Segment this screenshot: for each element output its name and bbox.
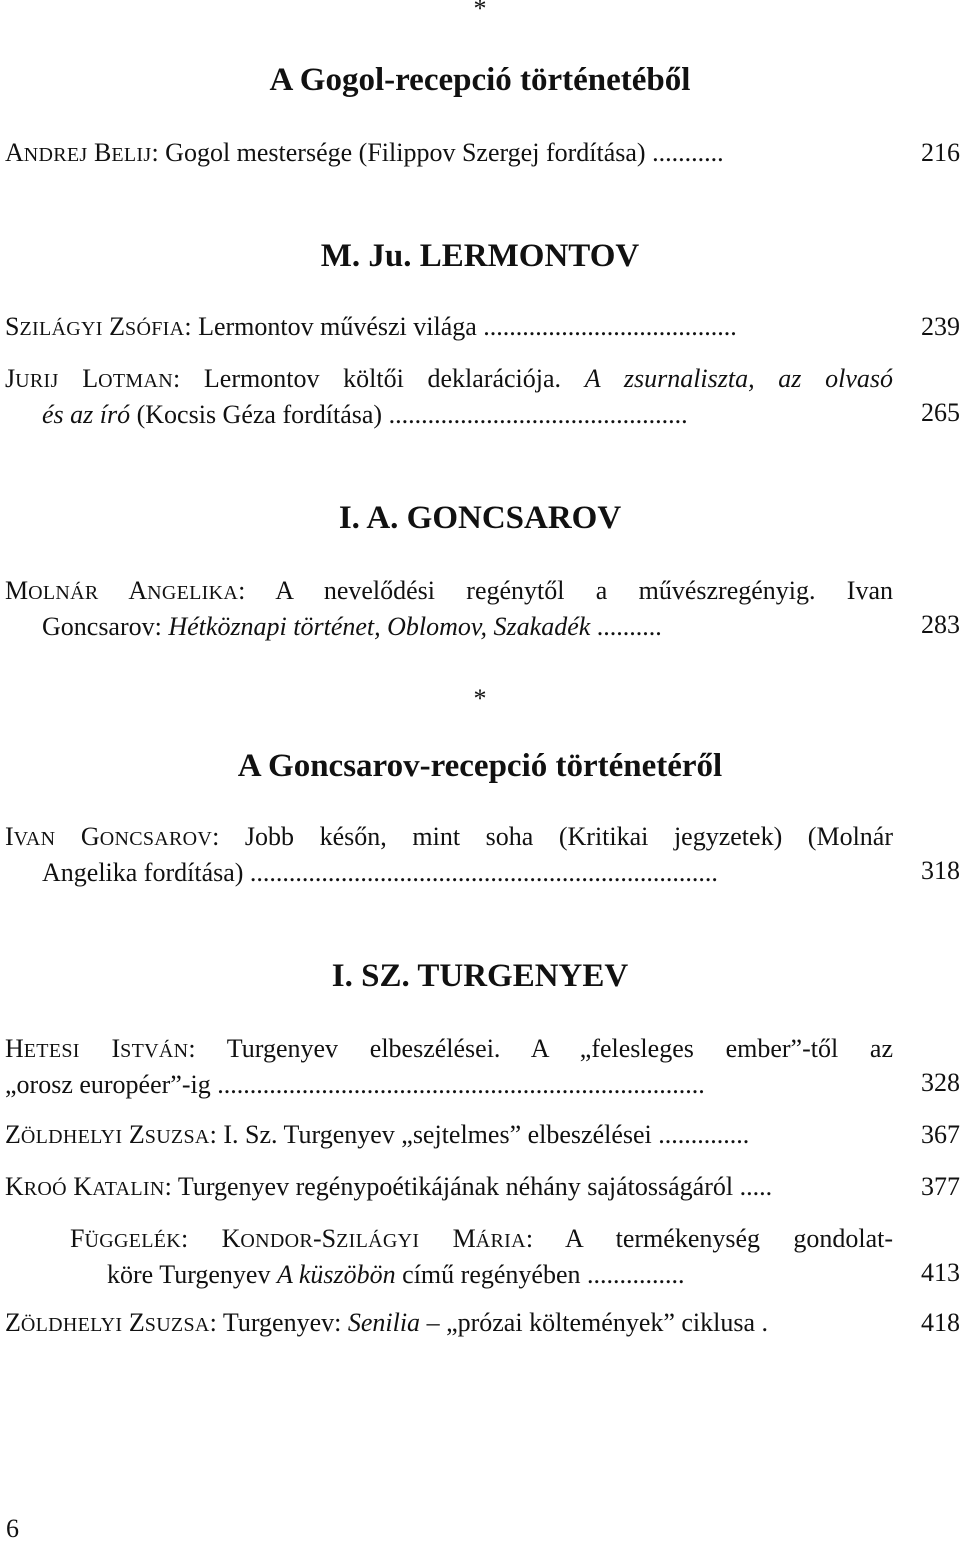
section-heading-turgenyev: I. SZ. TURGENYEV [331, 958, 629, 994]
toc-entry-line: ZÖLDHELYI ZSUZSA: Turgenyev: Senilia – „prózai költemények” ciklusa . [5, 1308, 769, 1337]
section-heading-gogol-reception: A Gogol-recepció történetéből [269, 62, 691, 98]
page-number: 265 [921, 398, 960, 427]
toc-entry-line: „orosz européer”-ig ........................................................................... [5, 1070, 705, 1099]
toc-entry-line: Goncsarov: Hétköznapi történet, Oblomov, Szakadék .......... [42, 612, 662, 641]
toc-entry-zoldhelyi-2[interactable] [0, 1306, 960, 1340]
toc-entry-lotman[interactable] [0, 362, 960, 430]
page-footer-number: 6 [6, 1514, 19, 1543]
toc-entry-line: köre Turgenyev A küszöbön című regényében ............... [107, 1260, 685, 1289]
toc-entry-line: MOLNÁR ANGELIKA: A nevelődési regénytől a művészregényig. Ivan [5, 576, 893, 605]
toc-entry-line: ZÖLDHELYI ZSUZSA: I. Sz. Turgenyev „sejtelmes” elbeszélései .............. [5, 1120, 750, 1149]
toc-entry-szilagyi[interactable] [0, 310, 960, 344]
toc-entry-line: FÜGGELÉK: KONDOR-SZILÁGYI MÁRIA: A termékenység gondolat- [70, 1224, 893, 1253]
page-number: 328 [921, 1068, 960, 1097]
section-heading-goncsarov-reception: A Goncsarov-recepció történetéről [237, 748, 723, 784]
page-number: 413 [921, 1258, 960, 1287]
page-number: 239 [921, 312, 960, 341]
section-separator-star: * [473, 684, 487, 713]
toc-entry-molnar[interactable] [0, 574, 960, 642]
section-separator-star: * [473, 0, 487, 23]
toc-entry-ivan-goncsarov[interactable] [0, 820, 960, 888]
toc-entry-line: Angelika fordítása) ........................................................................ [42, 858, 718, 887]
toc-entry-line: SZILÁGYI ZSÓFIA: Lermontov művészi világa ....................................... [5, 312, 737, 341]
page-number: 283 [921, 610, 960, 639]
toc-entry-belij[interactable] [0, 136, 960, 170]
page-number: 216 [921, 138, 960, 167]
toc-entry-hetesi[interactable] [0, 1032, 960, 1100]
toc-entry-zoldhelyi-1[interactable] [0, 1118, 960, 1152]
page-number: 418 [921, 1308, 960, 1337]
toc-entry-line: ANDREJ BELIJ: Gogol mestersége (Filippov Szergej fordítása) ........... [5, 138, 724, 167]
toc-entry-fuggelek-kondor-szilagyi[interactable] [0, 1222, 960, 1290]
page-number: 377 [921, 1172, 960, 1201]
toc-entry-kroo[interactable] [0, 1170, 960, 1204]
toc-entry-line: JURIJ LOTMAN: Lermontov költői deklarációja. A zsurnaliszta, az olvasó [5, 364, 893, 393]
toc-entry-line: HETESI ISTVÁN: Turgenyev elbeszélései. A „felesleges ember”-től az [5, 1034, 893, 1063]
toc-entry-line: és az író (Kocsis Géza fordítása) .............................................. [42, 400, 688, 429]
toc-entry-line: KROÓ KATALIN: Turgenyev regénypoétikájának néhány sajátosságáról ..... [5, 1172, 773, 1201]
page-number: 318 [921, 856, 960, 885]
section-heading-goncsarov: I. A. GONCSAROV [338, 500, 622, 536]
toc-entry-line: IVAN GONCSAROV: Jobb későn, mint soha (Kritikai jegyzetek) (Molnár [5, 822, 893, 851]
section-heading-lermontov: M. Ju. LERMONTOV [320, 238, 640, 274]
page-number: 367 [921, 1120, 960, 1149]
